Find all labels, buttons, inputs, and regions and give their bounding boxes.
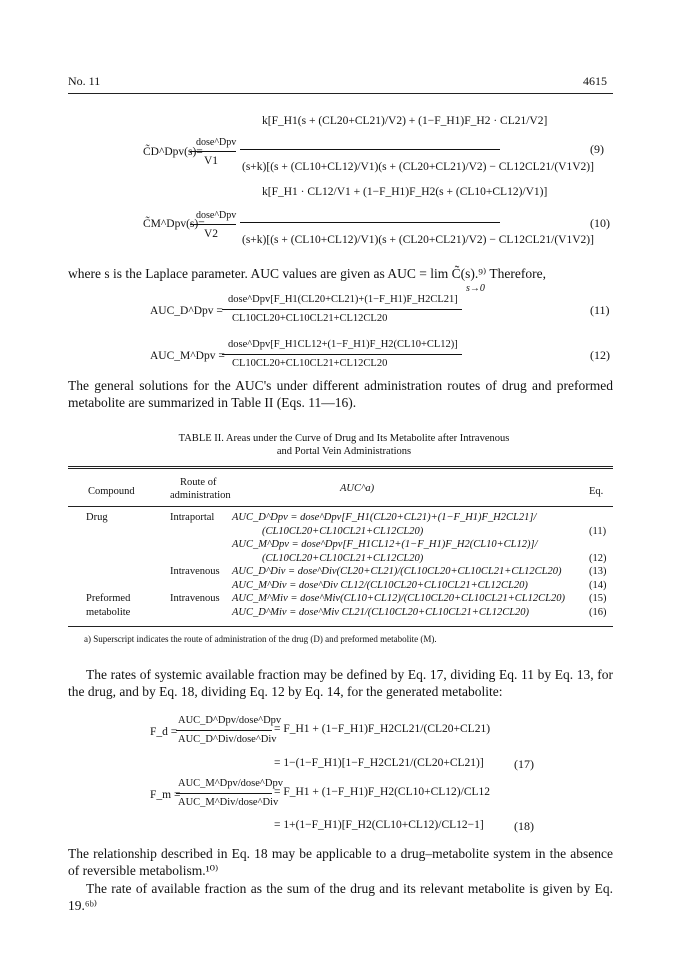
table-cell-compound: metabolite — [86, 606, 131, 618]
table-cell-auc: AUC_D^Div = dose^Div(CL20+CL21)/(CL10CL20+CL10CL21+CL12CL20) — [232, 566, 562, 577]
table-cell-auc: AUC_M^Miv = dose^Miv(CL10+CL12)/(CL10CL20+CL10CL21+CL12CL20) — [232, 593, 565, 604]
col-header-eq: Eq. — [589, 486, 604, 497]
eq18-number: (18) — [514, 819, 534, 833]
eq10-denominator: (s+k)[(s + (CL10+CL12)/V1)(s + (CL20+CL21)/V2) − CL12CL21/(V1V2)] — [242, 234, 594, 246]
eq18-lhs: F_m = — [150, 789, 181, 801]
eq18-rhs1: = F_H1 + (1−F_H1)F_H2(CL10+CL12)/CL12 — [274, 786, 491, 798]
page-number: 4615 — [583, 74, 607, 88]
eq12-lhs: AUC_M^Dpv = — [150, 350, 225, 362]
eq9-denominator: (s+k)[(s + (CL10+CL12)/V1)(s + (CL20+CL21)/V2) − CL12CL21/(V1V2)] — [242, 161, 594, 173]
table-cell-compound: Preformed — [86, 593, 131, 604]
header-rule — [68, 93, 613, 94]
eq9-lhs: C̃D^Dpv(s)= — [143, 146, 203, 158]
table-top-rule — [68, 466, 613, 467]
table-cell-route: Intraportal — [170, 512, 215, 523]
col-header-route-1: Route of — [180, 477, 217, 488]
table-header-rule — [68, 506, 613, 507]
table-caption-line2: and Portal Vein Administrations — [276, 446, 412, 457]
eq17-number: (17) — [514, 757, 534, 771]
eq10-number: (10) — [590, 216, 610, 230]
eq18-frac-num: AUC_M^Dpv/dose^Dpv — [178, 778, 283, 789]
eq18-rhs2: = 1+(1−F_H1)[F_H2(CL10+CL12)/CL12−1] — [274, 819, 484, 831]
eq10-main-bar — [240, 222, 500, 223]
eq10-numerator: k[F_H1 · CL12/V1 + (1−F_H1)F_H2(s + (CL10+CL12)/V1)] — [262, 186, 548, 198]
eq12-numerator: dose^Dpv[F_H1CL12+(1−F_H1)F_H2(CL10+CL12)] — [228, 339, 458, 350]
col-header-compound: Compound — [88, 486, 135, 497]
col-header-auc: AUC^a) — [340, 483, 375, 494]
table-cell-eq: (13) — [589, 566, 607, 577]
col-header-route-2: administration — [170, 490, 231, 501]
running-header-journal-number: No. 11 — [68, 74, 101, 88]
table-cell-compound: Drug — [86, 512, 108, 523]
eq17-bar — [176, 730, 272, 731]
eq11-bar — [222, 309, 462, 310]
table-cell-eq: (14) — [589, 579, 607, 591]
table-cell-auc: AUC_M^Div = dose^Div CL12/(CL10CL20+CL10CL21+CL12CL20) — [232, 579, 528, 591]
table-cell-eq: (15) — [589, 593, 607, 604]
table-cell-auc: (CL10CL20+CL10CL21+CL12CL20) — [262, 525, 424, 537]
eq9-numerator: k[F_H1(s + (CL20+CL21)/V2) + (1−F_H1)F_H2 · CL21/V2] — [262, 115, 548, 127]
eq10-dose: dose^Dpv — [196, 210, 237, 221]
table-cell-auc: AUC_M^Dpv = dose^Dpv[F_H1CL12+(1−F_H1)F_H2(CL10+CL12)]/ — [232, 539, 538, 550]
eq11-lhs: AUC_D^Dpv = — [150, 305, 223, 317]
eq10-lhs: C̃M^Dpv(s)= — [143, 218, 205, 230]
eq17-frac-num: AUC_D^Dpv/dose^Dpv — [178, 715, 282, 726]
table-cell-auc: AUC_D^Miv = dose^Miv CL21/(CL10CL20+CL10CL21+CL12CL20) — [232, 606, 530, 618]
table-cell-auc: AUC_D^Dpv = dose^Dpv[F_H1(CL20+CL21)+(1−F_H1)F_H2CL21]/ — [232, 512, 537, 523]
eq12-number: (12) — [590, 348, 610, 362]
eq10-v2: V2 — [204, 228, 219, 240]
eq12-bar — [222, 354, 462, 355]
eq9-dose-bar — [190, 151, 236, 152]
eq9-v1: V1 — [204, 155, 219, 167]
eq17-rhs1: = F_H1 + (1−F_H1)F_H2CL21/(CL20+CL21) — [274, 723, 491, 735]
eq17-lhs: F_d = — [150, 726, 178, 738]
table-cell-eq: (16) — [589, 606, 607, 618]
paragraph-general-solutions: The general solutions for the AUC's under different administration routes of drug and preformed metabolite are summarized in Table II (Eqs. 11—16). — [68, 378, 613, 410]
table-top-rule-2 — [68, 468, 613, 469]
paragraph-reversible-metabolism: The relationship described in Eq. 18 may be applicable to a drug–metabolite system in the absence of reversible metabolism.¹⁰⁾ — [68, 846, 613, 878]
eq9-main-bar — [240, 149, 500, 150]
table-cell-route: Intravenous — [170, 566, 220, 577]
eq9-number: (9) — [590, 142, 604, 156]
eq10-dose-bar — [190, 224, 236, 225]
laplace-sentence: where s is the Laplace parameter. AUC values are given as AUC = lim C̃(s).⁹⁾ Therefore, — [68, 266, 546, 281]
table-cell-route: Intravenous — [170, 593, 220, 604]
eq17-frac-den: AUC_D^Div/dose^Div — [178, 734, 277, 745]
eq18-frac-den: AUC_M^Div/dose^Div — [178, 797, 279, 808]
eq11-numerator: dose^Dpv[F_H1(CL20+CL21)+(1−F_H1)F_H2CL21] — [228, 294, 458, 305]
lim-subscript: s→0 — [466, 283, 485, 294]
eq12-denominator: CL10CL20+CL10CL21+CL12CL20 — [232, 358, 388, 369]
table-cell-eq: (11) — [589, 525, 607, 537]
table-cell-eq: (12) — [589, 552, 607, 564]
eq11-denominator: CL10CL20+CL10CL21+CL12CL20 — [232, 313, 388, 324]
table-cell-auc: (CL10CL20+CL10CL21+CL12CL20) — [262, 552, 424, 564]
eq17-rhs2: = 1−(1−F_H1)[1−F_H2CL21/(CL20+CL21)] — [274, 757, 484, 769]
eq9-dose: dose^Dpv — [196, 137, 237, 148]
table-bottom-rule — [68, 626, 613, 627]
eq18-bar — [176, 793, 272, 794]
table-caption-line1: TABLE II. Areas under the Curve of Drug and Its Metabolite after Intravenous — [178, 433, 510, 444]
paragraph-eq19-intro: The rate of available fraction as the sum of the drug and its relevant metabolite is given by Eq. 19.⁶ᵇ⁾ — [68, 881, 613, 913]
eq11-number: (11) — [590, 303, 610, 317]
paragraph-systemic-fraction: The rates of systemic available fraction may be defined by Eq. 17, dividing Eq. 11 by Eq. 13, for the drug, and by Eq. 18, dividing Eq. 12 by Eq. 14, for the generated metabolite: — [68, 667, 613, 699]
table-footnote: a) Superscript indicates the route of administration of the drug (D) and preformed metabolite (M). — [84, 634, 437, 644]
